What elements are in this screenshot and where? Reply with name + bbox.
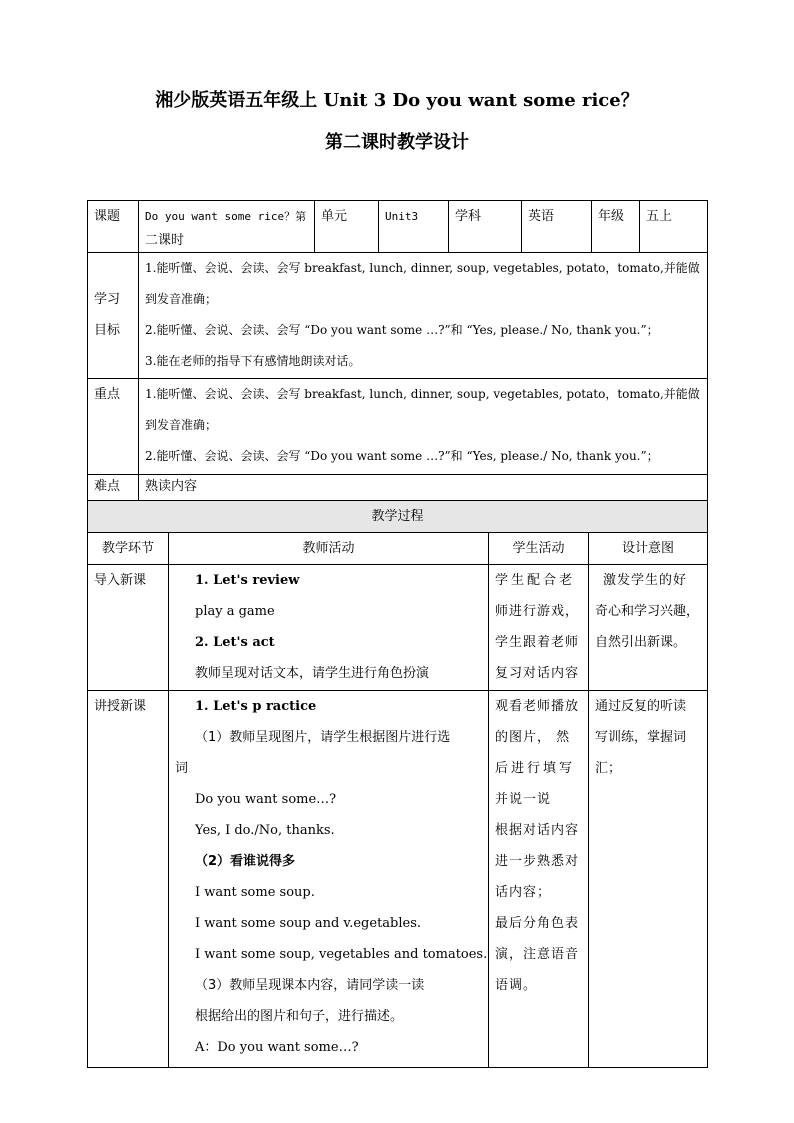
intent-line: 自然引出新课。 <box>595 635 687 650</box>
design-intent-cell <box>589 565 708 691</box>
course-value-line-1: Do you want some rice？第 <box>145 210 307 223</box>
course-value-line-2: 二课时 <box>145 233 185 248</box>
teacher-activity-cell <box>169 691 489 1068</box>
objectives-content <box>139 253 708 379</box>
objectives-label-line-2: 目标 <box>94 323 121 338</box>
student-line: 进一步熟悉对 <box>495 854 580 869</box>
teacher-line: I want some soup. <box>195 885 315 900</box>
student-line: 后进行填写 <box>495 761 576 776</box>
teacher-line: （1）教师呈现图片，请学生根据图片进行选 <box>195 730 451 745</box>
document-subtitle: 第二课时教学设计 <box>325 132 469 153</box>
table-row <box>88 691 708 1068</box>
intent-line: 奇心和学习兴趣， <box>595 604 700 619</box>
student-line: 学生跟着老师 <box>495 635 580 650</box>
intent-line: 汇； <box>595 761 622 776</box>
student-line: 根据对话内容 <box>495 823 580 838</box>
teacher-line: 词 <box>175 761 189 776</box>
student-activity-cell <box>489 691 589 1068</box>
column-header-intent: 设计意图 <box>589 533 708 565</box>
student-line: 演，注意语音 <box>495 947 580 962</box>
key-point-line: 1.能听懂、会说、会读、会写 breakfast, lunch, dinner, soup, vegetables, potato，tomato,并能做 <box>145 387 700 401</box>
teacher-line: Do you want some…? <box>195 792 337 807</box>
grade-value: 五上 <box>640 201 708 253</box>
course-value <box>139 201 315 253</box>
objectives-label-line-1: 学习 <box>94 292 121 307</box>
difficulty-value: 熟读内容 <box>139 475 708 501</box>
stage-cell: 导入新课 <box>88 565 169 691</box>
process-header: 教学过程 <box>88 501 708 533</box>
teacher-line: 教师呈现对话文本，请学生进行角色扮演 <box>195 666 430 681</box>
teacher-line: I want some soup, vegetables and tomatoes. <box>195 947 488 962</box>
objective-line: 3.能在老师的指导下有感情地朗读对话。 <box>145 354 361 368</box>
key-points-label: 重点 <box>88 379 139 475</box>
key-point-line: 到发音准确； <box>145 418 218 432</box>
student-line: 的图片， 然 <box>495 730 571 745</box>
student-line: 复习对话内容 <box>495 666 580 681</box>
teacher-line: （2）看谁说得多 <box>195 854 296 869</box>
subject-label: 学科 <box>449 201 522 253</box>
student-line: 最后分角色表 <box>495 916 580 931</box>
teacher-line: 2. Let's act <box>195 635 275 650</box>
objective-line: 到发音准确； <box>145 292 218 306</box>
unit-value: Unit3 <box>379 201 449 253</box>
student-line: 师进行游戏， <box>495 604 580 619</box>
student-line: 并说一说 <box>495 792 552 807</box>
intent-line: 激发学生的好 <box>603 573 688 588</box>
teacher-line: 1. Let's review <box>195 573 300 588</box>
difficulty-label: 难点 <box>88 475 139 501</box>
teacher-line: A：Do you want some…? <box>195 1040 359 1055</box>
objective-line: 1.能听懂、会说、会读、会写 breakfast, lunch, dinner, soup, vegetables, potato，tomato,并能做 <box>145 261 700 275</box>
column-header-stage: 教学环节 <box>88 533 169 565</box>
process-table <box>87 500 708 1068</box>
info-table <box>87 200 708 501</box>
teacher-line: Yes, I do./No, thanks. <box>195 823 335 838</box>
student-line: 语调。 <box>495 978 538 993</box>
stage-cell: 讲授新课 <box>88 691 169 1068</box>
table-row <box>88 565 708 691</box>
subject-value: 英语 <box>522 201 592 253</box>
grade-label: 年级 <box>592 201 640 253</box>
unit-label: 单元 <box>315 201 379 253</box>
document-title: 湘少版英语五年级上 Unit 3 Do you want some rice？ <box>155 90 639 111</box>
teacher-line: 根据给出的图片和句子，进行描述。 <box>195 1009 404 1024</box>
student-activity-cell <box>489 565 589 691</box>
teacher-line: 1. Let's p ractice <box>195 699 317 714</box>
intent-line: 通过反复的听读 <box>595 699 687 714</box>
student-line: 学生配合老 <box>495 573 576 588</box>
key-points-content <box>139 379 708 475</box>
intent-line: 写训练，掌握词 <box>595 730 687 745</box>
teacher-line: play a game <box>195 604 275 619</box>
teacher-line: （3）教师呈现课本内容，请同学读一读 <box>195 978 425 993</box>
student-line: 话内容； <box>495 885 552 900</box>
course-label: 课题 <box>88 201 139 253</box>
teacher-activity-cell <box>169 565 489 691</box>
teacher-line: I want some soup and v.egetables. <box>195 916 422 931</box>
objectives-label <box>88 253 139 379</box>
objective-line: 2.能听懂、会说、会读、会写 “Do you want some …?”和 “Yes, please./ No, thank you.”； <box>145 323 659 337</box>
design-intent-cell <box>589 691 708 1068</box>
key-point-line: 2.能听懂、会说、会读、会写 “Do you want some …?”和 “Yes, please./ No, thank you.”； <box>145 449 659 463</box>
student-line: 观看老师播放 <box>495 699 580 714</box>
column-header-student: 学生活动 <box>489 533 589 565</box>
column-header-teacher: 教师活动 <box>169 533 489 565</box>
